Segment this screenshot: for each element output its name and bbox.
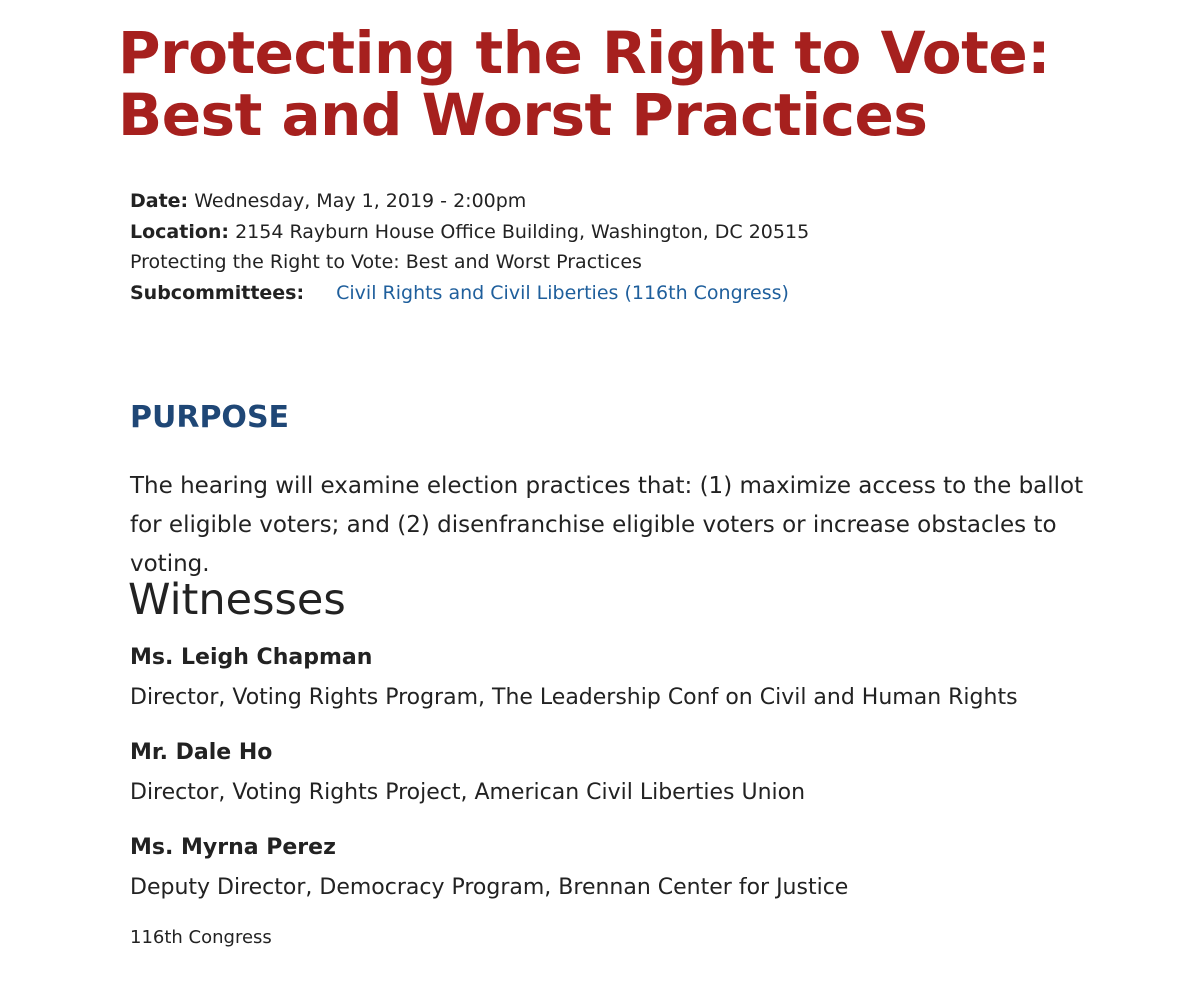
witness-item (130, 638, 1130, 718)
page-title-line-1: Protecting the Right to Vote: (118, 19, 1050, 87)
date-label: Date: (130, 190, 189, 212)
location-value: 2154 Rayburn House Office Building, Washington, DC 20515 (235, 220, 810, 243)
location-row (130, 217, 1130, 248)
hearing-details (130, 186, 1130, 308)
page-title (118, 19, 1178, 149)
witness-name: Ms. Myrna Perez (130, 835, 336, 860)
subcommittee-link[interactable]: Civil Rights and Civil Liberties (116th Congress) (336, 281, 789, 304)
date-row (130, 186, 1130, 217)
witness-title: Director, Voting Rights Program, The Leadership Conf on Civil and Human Rights (130, 685, 1018, 710)
date-value: Wednesday, May 1, 2019 - 2:00pm (194, 190, 527, 212)
page-title-line-2: Best and Worst Practices (118, 81, 928, 149)
subcommittees-label: Subcommittees: (130, 281, 305, 304)
witnesses-heading: Witnesses (128, 575, 346, 625)
congress-label: 116th Congress (130, 927, 272, 948)
purpose-text: The hearing will examine election practices that: (1) maximize access to the ballot for eligible voters; and (2) disenfranchise eligible voters or increase obstacles to voting. (130, 473, 1084, 577)
purpose-heading: PURPOSE (130, 400, 290, 435)
witness-item (130, 733, 1130, 813)
witness-title: Deputy Director, Democracy Program, Brennan Center for Justice (130, 875, 849, 900)
location-label: Location: (130, 220, 230, 243)
hearing-subtitle: Protecting the Right to Vote: Best and Worst Practices (130, 251, 642, 273)
witness-title: Director, Voting Rights Project, American Civil Liberties Union (130, 780, 806, 805)
witness-name: Mr. Dale Ho (130, 740, 273, 765)
witness-name: Ms. Leigh Chapman (130, 645, 373, 670)
witness-item (130, 828, 1130, 908)
subcommittees-row (130, 278, 1130, 309)
